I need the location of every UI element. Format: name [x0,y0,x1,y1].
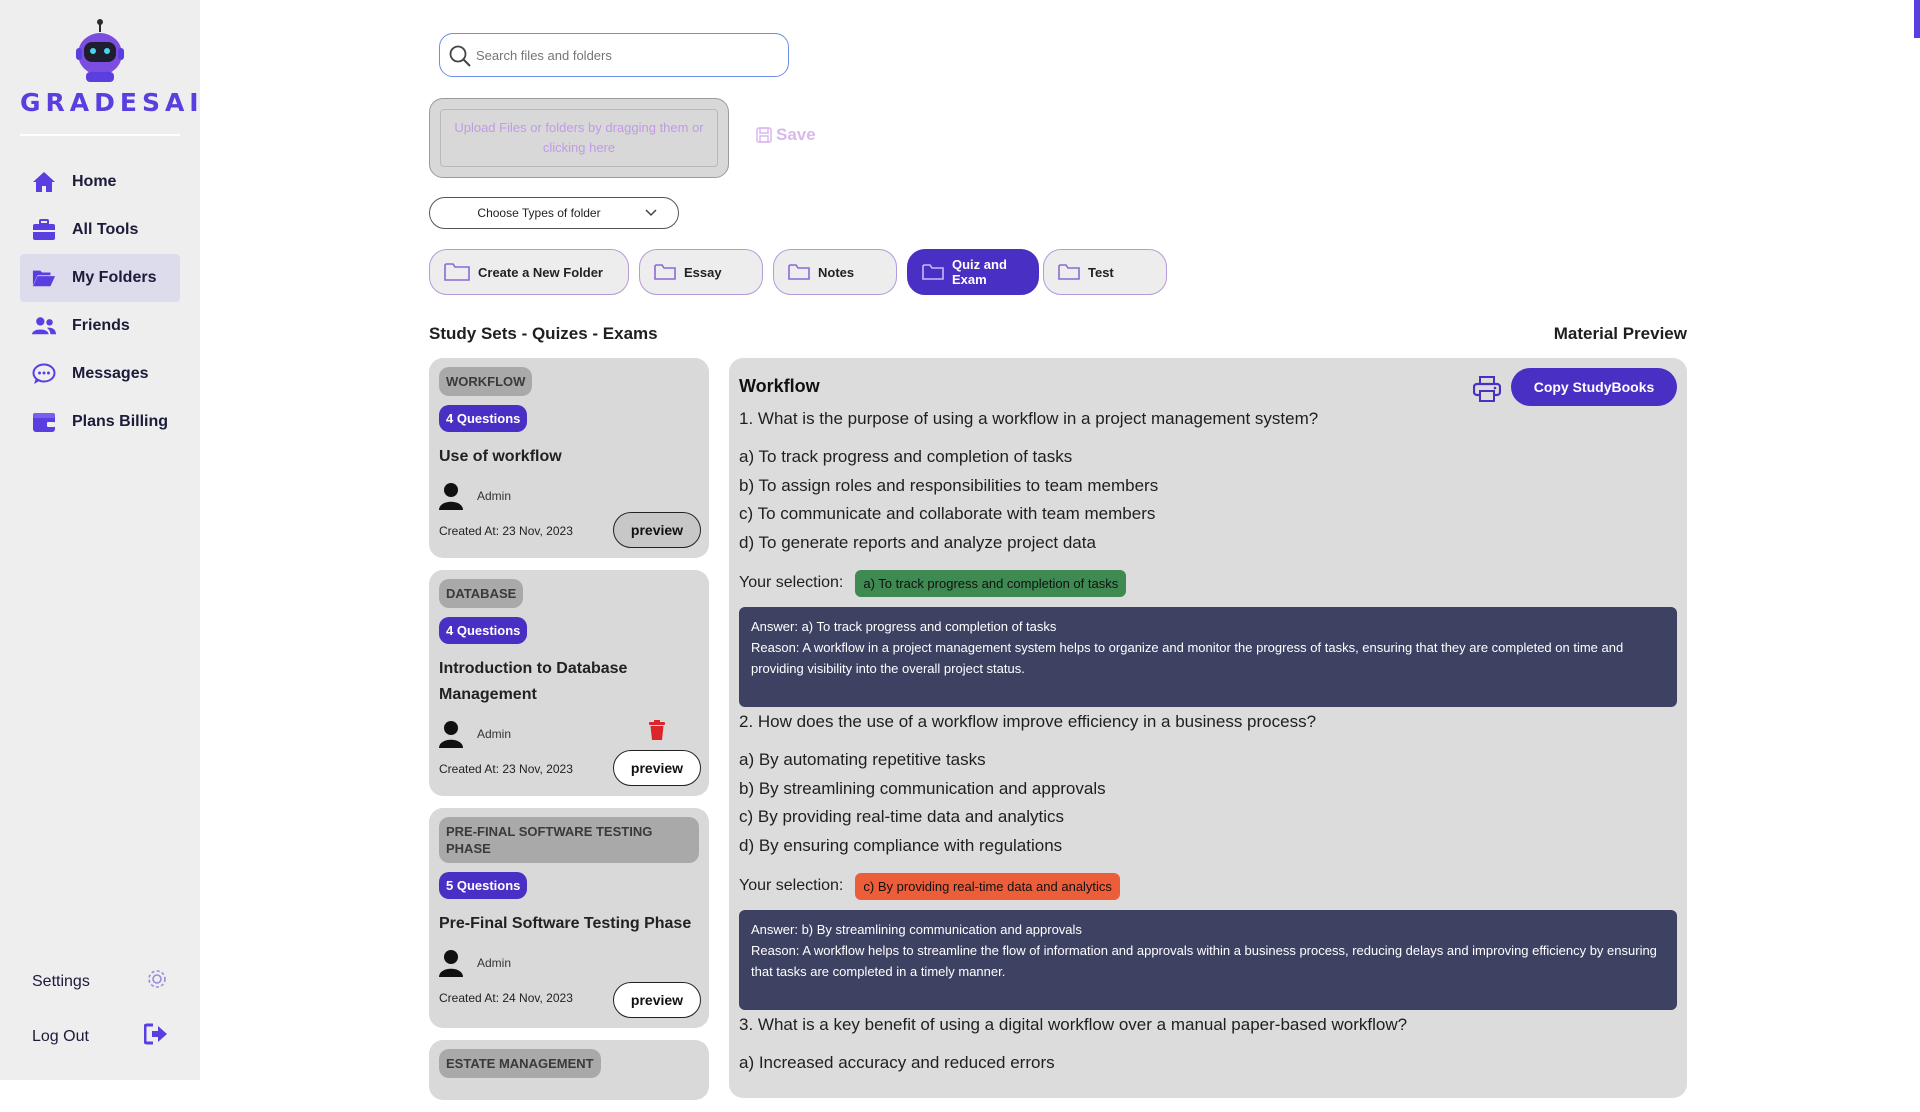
created-date: Created At: 24 Nov, 2023 [439,991,573,1005]
author [439,949,699,977]
preview-title: Workflow [739,376,820,396]
answer-option: d) To generate reports and analyze project data [739,533,1096,553]
tab-label: Quiz and Exam [952,257,1007,287]
chevron-down-icon [644,207,658,222]
study-set-title: Introduction to Database Management [439,660,628,703]
sidebar-divider [20,134,180,136]
study-set-tag: PRE-FINAL SOFTWARE TESTING PHASE [439,817,699,863]
sidebar-item-label: My Folders [72,269,157,286]
folder-icon [444,262,470,282]
question-text: 3. What is a key benefit of using a digital workflow over a manual paper-based workflow? [739,1014,1408,1034]
author-name: Admin [477,727,512,741]
preview-button[interactable]: preview [613,512,701,548]
selection-label: Your selection: [739,877,844,895]
study-set-card[interactable] [429,358,709,558]
tab-notes[interactable] [773,249,897,295]
study-set-tag: DATABASE [439,579,523,608]
sidebar-item-label: All Tools [72,221,139,238]
study-sets-title: Study Sets - Quizes - Exams [429,324,658,343]
your-selection [739,873,1677,900]
answer-option: a) By automating repetitive tasks [739,749,986,769]
question-count-badge: 4 Questions [439,617,527,644]
created-date: Created At: 23 Nov, 2023 [439,524,573,538]
copy-studybooks-button[interactable]: Copy StudyBooks [1511,368,1677,406]
friends-icon [32,314,56,338]
logout-icon [144,1023,168,1050]
tab-label: Essay [684,264,722,280]
brand-logo[interactable] [20,18,204,117]
answer-option: a) Increased accuracy and reduced errors [739,1052,1055,1072]
study-set-card[interactable] [429,808,709,1028]
material-preview-title: Material Preview [1553,324,1687,343]
tab-label: Notes [818,264,855,280]
settings-button[interactable] [32,968,168,995]
answer-option: b) By streamlining communication and approvals [739,778,1106,798]
sidebar-item-friends[interactable] [20,302,180,350]
sidebar-item-my-folders[interactable] [20,254,180,302]
answer-explanation [739,607,1677,707]
study-set-title: Pre-Final Software Testing Phase [439,915,692,932]
user-avatar-icon [439,482,463,510]
search-icon [448,44,472,73]
folder-icon [922,263,944,281]
answer-explanation [739,910,1677,1010]
study-set-tag: ESTATE MANAGEMENT [439,1049,601,1078]
printer-icon[interactable] [1473,376,1501,407]
tab-create-new-folder[interactable] [429,249,629,295]
selection-chip-correct: a) To track progress and completion of tasks [855,570,1126,597]
question-text: 1. What is the purpose of using a workflow in a project management system? [739,409,1319,428]
user-avatar-icon [439,949,463,977]
search-input[interactable] [476,48,766,63]
answer-option: c) To communicate and collaborate with team members [739,504,1156,524]
gear-icon [146,968,168,995]
sidebar-item-label: Friends [72,317,130,334]
home-icon [32,170,56,194]
question-count-badge: 4 Questions [439,405,527,432]
study-set-list [429,358,709,1112]
question-count-badge: 5 Questions [439,872,527,899]
preview-button[interactable]: preview [613,750,701,786]
author-name: Admin [477,956,512,970]
trash-icon[interactable] [649,720,665,745]
user-avatar-icon [439,720,463,748]
tab-label: Test [1088,264,1114,280]
answer-text: Answer: b) By streamlining communication and approvals [751,921,1082,937]
settings-label: Settings [32,972,90,990]
study-set-card[interactable] [429,570,709,796]
sidebar-nav [20,158,180,446]
answer-option: a) To track progress and completion of tasks [739,447,1073,466]
selection-chip-wrong: c) By providing real-time data and analytics [855,873,1120,900]
scrollbar-thumb[interactable] [1914,0,1920,38]
author [439,482,699,510]
preview-button[interactable]: preview [613,982,701,1018]
study-set-tag: WORKFLOW [439,367,532,396]
tab-essay[interactable] [639,249,763,295]
answer-options [739,1049,1677,1078]
question-text: 2. How does the use of a workflow improve efficiency in a business process? [739,711,1317,731]
folder-open-icon [32,266,56,290]
upload-dropzone[interactable] [429,98,729,178]
answer-option: b) To assign roles and responsibilities to team members [739,475,1159,495]
sidebar [0,0,204,1080]
created-date: Created At: 23 Nov, 2023 [439,762,573,776]
reason-text: Reason: A workflow in a project management system helps to organize and monitor the progress of tasks, ensuring that they are completed on time and providing visibility into the overall project status. [751,639,1624,676]
folder-type-select[interactable] [429,197,679,229]
upload-label: Upload Files or folders by dragging them or clicking here [440,109,718,167]
answer-option: d) By ensuring compliance with regulations [739,835,1063,855]
folder-type-selected: Choose Types of folder [477,206,601,220]
answer-options [739,746,1677,861]
sidebar-item-home[interactable] [20,158,180,206]
save-button[interactable] [756,125,816,145]
answer-text: Answer: a) To track progress and completion of tasks [751,618,1057,634]
your-selection [739,570,1677,597]
tab-quiz-and-exam[interactable] [907,249,1039,295]
folder-icon [788,263,810,281]
save-icon [756,127,772,143]
sidebar-item-label: Home [72,173,117,190]
sidebar-item-messages[interactable] [20,350,180,398]
search-box[interactable] [439,33,789,77]
logout-button[interactable] [32,1023,168,1050]
message-icon [32,362,56,386]
sidebar-item-all-tools[interactable] [20,206,180,254]
folder-icon [654,263,676,281]
tab-test[interactable] [1043,249,1167,295]
author-name: Admin [477,489,512,503]
sidebar-item-plans-billing[interactable] [20,398,180,446]
answer-options [739,443,1677,558]
material-preview-panel [729,358,1687,1098]
answer-option: c) By providing real-time data and analytics [739,807,1065,827]
wallet-icon [32,410,56,434]
sidebar-item-label: Messages [72,365,149,382]
reason-text: Reason: A workflow helps to streamline the flow of information and approvals within a business process, reducing delays and improving efficiency by ensuring that tasks are completed in a timely manner. [751,942,1657,979]
study-set-card[interactable] [429,1040,709,1100]
brand-name: GRADESAI [20,88,204,117]
tab-label: Create a New Folder [478,264,603,280]
selection-label: Your selection: [739,574,844,592]
robot-mascot-icon [72,18,128,84]
toolbox-icon [32,218,56,242]
study-set-title: Use of workflow [439,448,562,465]
logout-label: Log Out [32,1027,89,1045]
folder-icon [1058,263,1080,281]
save-label: Save [776,125,816,144]
folder-tabs [429,249,1177,295]
sidebar-item-label: Plans Billing [72,413,169,430]
